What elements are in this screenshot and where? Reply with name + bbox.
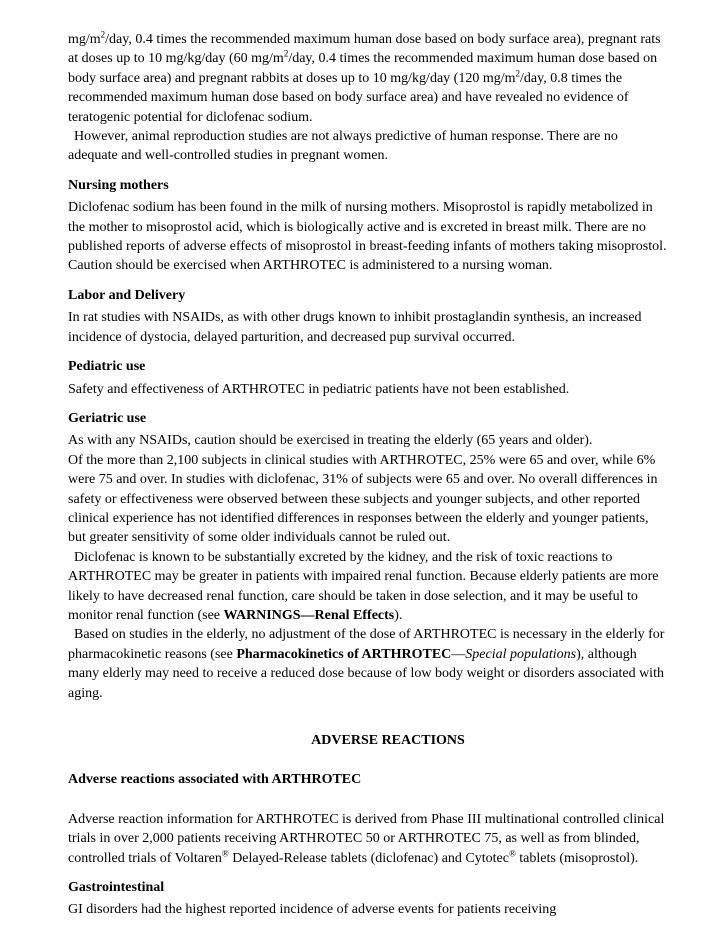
labor-heading: Labor and Delivery	[68, 287, 186, 303]
geriatric-heading: Geriatric use	[68, 410, 147, 426]
geriatric-text-2: Of the more than 2,100 subjects in clinical studies with ARTHROTEC, 25% were 65 and over, while 6% were 75 and over. In studies with diclofenac, 31% of subjects were 65 and over. No overall differences in safety or effectiveness were observed between these subjects and younger subjects, and other reported clinical experience has not identified differences in responses between the elderly and younger patients, but greater sensitivity of some older individuals cannot be ruled out.	[68, 452, 658, 546]
geriatric-text-4: Based on studies in the elderly, no adjustment of the dose of ARTHROTEC is necessary in the elderly for pharmacokinetic reasons (see Pharmacokinetics of ARTHROTEC—Special populations), although many elderly may need to receive a reduced dose because of low body weight or disorders associated with aging.	[68, 627, 665, 701]
adverse-reactions-title: ADVERSE REACTIONS	[311, 733, 465, 748]
pediatric-text: Safety and effectiveness of ARTHROTEC in pediatric patients have not been established.	[68, 381, 570, 397]
intro-paragraph-2: However, animal reproduction studies are not always predictive of human response. There are no adequate and well-controlled studies in pregnant women.	[68, 129, 618, 164]
geriatric-text-3: Diclofenac is known to be substantially excreted by the kidney, and the risk of toxic reactions to ARTHROTEC may be greater in patients with impaired renal function. Because elderly patients are more likely to have decreased renal function, care should be taken in dose selection, and it may be useful to monitor renal function (see WARNINGS—Renal Effects).	[68, 549, 659, 623]
geriatric-text-1: As with any NSAIDs, caution should be exercised in treating the elderly (65 years and older).	[68, 433, 593, 449]
gastrointestinal-text: GI disorders had the highest reported incidence of adverse events for patients receiving	[68, 902, 557, 918]
labor-text: In rat studies with NSAIDs, as with other drugs known to inhibit prostaglandin synthesis, an increased incidence of dystocia, delayed parturition, and decreased pup survival occurred.	[68, 310, 642, 345]
document-page	[68, 30, 668, 920]
nursing-text: Diclofenac sodium has been found in the milk of nursing mothers. Misoprostol is rapidly metabolized in the mother to misoprostol acid, which is biologically active and is excreted in breast milk. There are no published reports of adverse effects of misoprostol in breast-feeding infants of mothers taking misoprostol. Caution should be exercised when ARTHROTEC is administered to a nursing woman.	[68, 200, 667, 274]
pediatric-heading: Pediatric use	[68, 359, 146, 375]
adverse-subheading: Adverse reactions associated with ARTHROTEC	[68, 772, 362, 788]
intro-paragraph: $mg/m^2$/day, 0.4 times the recommended maximum human dose based on body surface area), pregnant rats at doses up to 10 mg/kg/day (60 $mg/m^2$/day, 0.4 times the recommended maximum human dose based on body surface area) and pregnant rabbits at doses up to 10 mg/kg/day (120 $mg/m^2$/day, 0.8 times the recommended maximum human dose based on body surface area) and have revealed no evidence of teratogenic potential for diclofenac sodium.	[68, 29, 661, 125]
adverse-paragraph: Adverse reaction information for ARTHROTEC is derived from Phase III multinational controlled clinical trials in over 2,000 patients receiving ARTHROTEC 50 or ARTHROTEC 75, as well as from blinded, controlled trials of Voltaren® Delayed-Release tablets (diclofenac) and Cytotec® tablets (misoprostol).	[68, 811, 665, 866]
nursing-heading: Nursing mothers	[68, 177, 169, 193]
gastrointestinal-heading: Gastrointestinal	[68, 880, 165, 896]
